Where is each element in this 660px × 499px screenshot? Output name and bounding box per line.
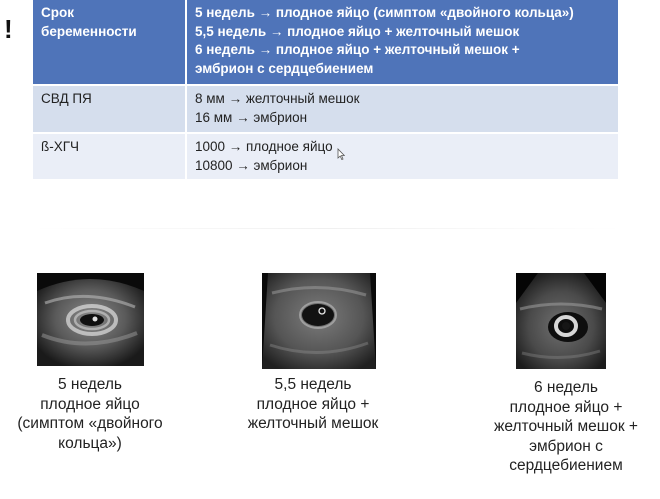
caption-line: желточный мешок + (494, 418, 638, 435)
table-row (33, 133, 618, 179)
row-value-line: 5 недель → плодное яйцо (симптом «двойного кольца») (195, 5, 574, 20)
caption-line: плодное яйцо + (509, 398, 623, 416)
exclamation-mark: ! (4, 14, 13, 44)
caption-line: 5 недель (57, 376, 123, 393)
caption-line: 6 недель (533, 379, 599, 396)
row-label-line: Срок (41, 5, 74, 20)
caption-line: эмбрион с (529, 437, 603, 455)
row-value-line: 16 мм → эмбрион (195, 109, 308, 125)
table-row (33, 85, 618, 133)
row-value (186, 0, 618, 85)
row-value-line: 8 мм → желточный мешок (195, 91, 360, 106)
caption-line: плодное яйцо + (256, 395, 370, 413)
ultrasound-image-6-weeks (516, 273, 606, 369)
caption-line: (симптом «двойного (17, 415, 163, 432)
row-label-text: СВД ПЯ (41, 91, 92, 106)
divider (30, 228, 625, 229)
mouse-cursor-icon (337, 148, 345, 160)
row-label-text: ß-ХГЧ (41, 139, 80, 154)
caption-line: сердцебиением (509, 457, 623, 474)
table-row (33, 0, 618, 85)
ultrasound-image-5-weeks (37, 273, 144, 366)
caption-line: желточный мешок (247, 415, 379, 432)
row-label (33, 85, 186, 133)
row-label (33, 0, 186, 85)
row-value-line: 10800 → эмбрион (195, 157, 308, 173)
row-value-line: эмбрион с сердцебиением (195, 60, 374, 76)
ultrasound-image-5-5-weeks (262, 273, 376, 369)
row-value (186, 133, 618, 179)
caption-6-weeks (482, 378, 650, 476)
row-value-line: 6 недель → плодное яйцо + желточный мешок + (195, 42, 520, 57)
caption-line: плодное яйцо (40, 395, 140, 413)
row-label (33, 133, 186, 179)
row-value-line: 5,5 недель → плодное яйцо + желточный мешок (195, 23, 520, 39)
pregnancy-criteria-table (33, 0, 618, 179)
row-value-line: 1000 → плодное яйцо (195, 139, 333, 154)
row-label-line: беременности (41, 23, 137, 39)
caption-5-5-weeks (228, 375, 398, 434)
caption-line: кольца») (58, 434, 122, 452)
row-value (186, 85, 618, 133)
caption-line: 5,5 недель (274, 376, 352, 393)
caption-5-weeks (5, 375, 175, 453)
